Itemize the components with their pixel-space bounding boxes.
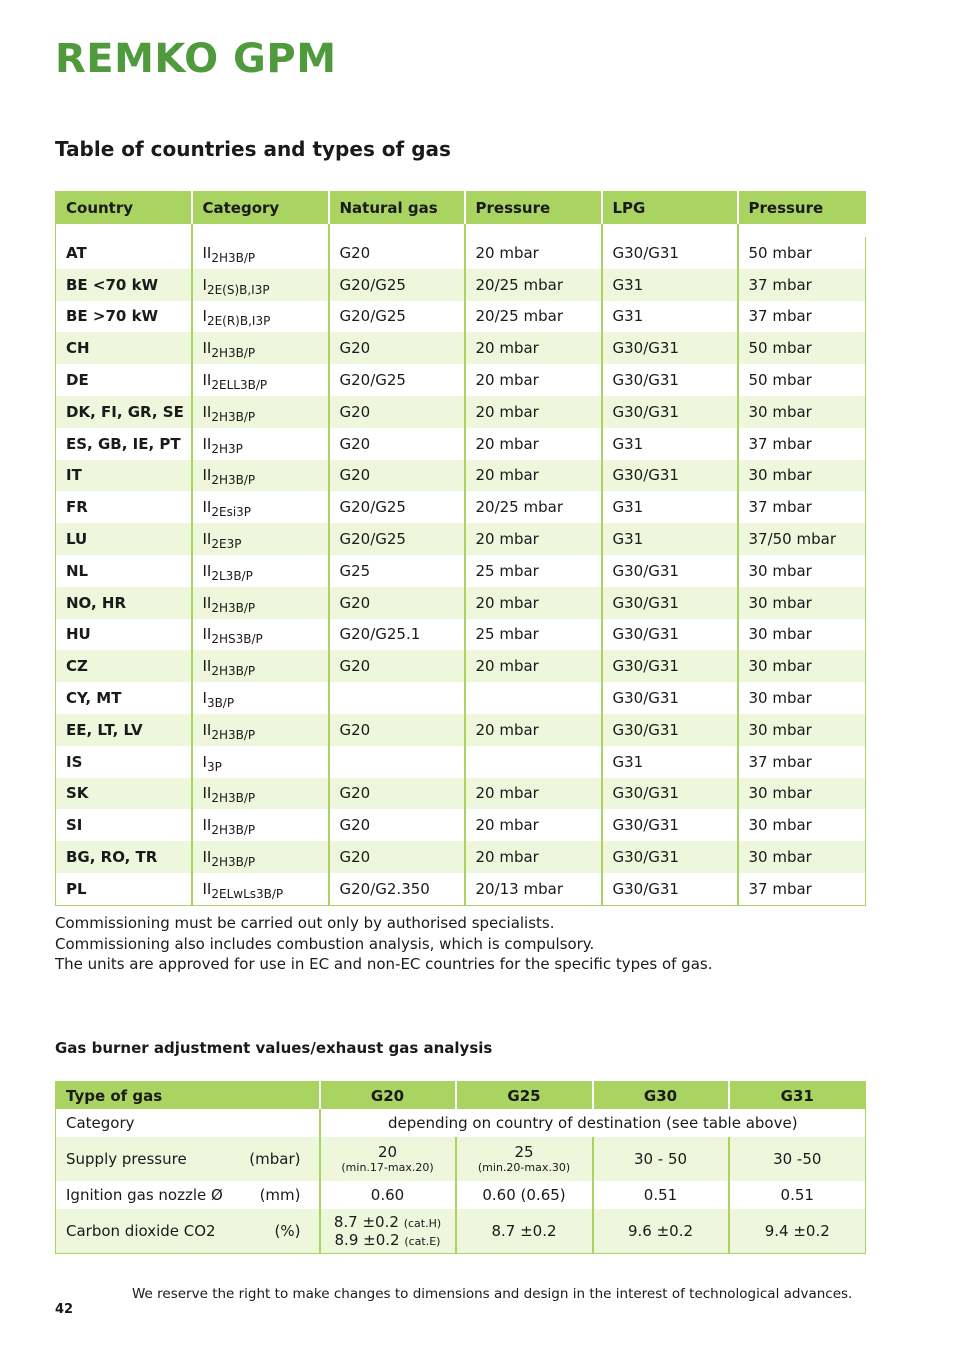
lpg-pressure-cell: 30 mbar [738,555,866,587]
pressure-cell: 20 mbar [465,396,602,428]
pressure-cell: 20 mbar [465,364,602,396]
supply-g31: 30 -50 [729,1137,866,1181]
table-row [56,682,866,714]
lpg-cell: G30/G31 [602,841,738,873]
table-spacer-row [56,224,866,237]
category-subscript: 2H3B/P [211,823,256,838]
category-cell [192,650,329,682]
category-cell [192,237,329,269]
table-row [56,396,866,428]
pressure-cell: 20 mbar [465,809,602,841]
header-pressure: Pressure [465,192,602,225]
category-main: II [202,657,212,676]
supply-g30: 30 - 50 [593,1137,729,1181]
table-row [56,364,866,396]
table-row [56,809,866,841]
lpg-pressure-cell: 30 mbar [738,809,866,841]
category-subscript: 2HS3B/P [211,632,263,647]
commissioning-notes [55,913,712,975]
country-cell: NO, HR [56,587,192,619]
natural-gas-cell: G20/G25 [329,523,465,555]
pressure-cell: 20 mbar [465,778,602,810]
natural-gas-cell: G20/G25.1 [329,619,465,651]
category-subscript: 2E(R)B,I3P [206,314,271,329]
category-main: II [202,402,212,421]
supply-pressure-cell [56,1137,320,1181]
category-main: II [202,434,212,453]
countries-gas-table [55,191,867,906]
lpg-cell: G30/G31 [602,714,738,746]
category-subscript: 2E(S)B,I3P [206,282,270,297]
table-row [56,650,866,682]
nozzle-unit: (mm) [259,1186,301,1204]
pressure-cell [465,746,602,778]
natural-gas-cell: G20 [329,428,465,460]
category-value: depending on country of destination (see table above) [320,1109,866,1137]
category-subscript: 3B/P [206,696,235,711]
header-g31: G31 [729,1082,866,1110]
pressure-cell: 20/25 mbar [465,491,602,523]
category-cell [192,396,329,428]
category-subscript: 3P [206,759,222,774]
table-row [56,269,866,301]
nozzle-g31: 0.51 [729,1181,866,1209]
category-cell [192,841,329,873]
country-cell: EE, LT, LV [56,714,192,746]
country-cell: CH [56,332,192,364]
lpg-cell: G30/G31 [602,237,738,269]
page-number: 42 [55,1302,74,1317]
supply-pressure-unit: (mbar) [249,1150,301,1168]
category-cell [192,301,329,333]
table-row [56,491,866,523]
lpg-pressure-cell: 37 mbar [738,491,866,523]
country-cell: SI [56,809,192,841]
category-cell [192,555,329,587]
natural-gas-cell [329,682,465,714]
natural-gas-cell: G20 [329,332,465,364]
lpg-cell: G31 [602,428,738,460]
lpg-pressure-cell: 30 mbar [738,841,866,873]
category-subscript: 2H3B/P [211,346,256,361]
header-category: Category [192,192,329,225]
table-row [56,714,866,746]
category-main: I [202,275,207,294]
country-cell: BE <70 kW [56,269,192,301]
section-title-burner: Gas burner adjustment values/exhaust gas analysis [55,1039,493,1057]
category-main: II [202,530,212,549]
table-header-row [56,192,866,225]
table-row [56,555,866,587]
category-main: I [202,752,207,771]
natural-gas-cell: G20 [329,650,465,682]
pressure-cell: 20 mbar [465,650,602,682]
lpg-cell: G30/G31 [602,396,738,428]
country-cell: CY, MT [56,682,192,714]
table-row [56,523,866,555]
category-main: II [202,816,212,835]
header-lpg-pressure: Pressure [738,192,866,225]
country-cell: ES, GB, IE, PT [56,428,192,460]
category-subscript: 2Esi3P [211,505,252,520]
lpg-pressure-cell: 30 mbar [738,460,866,492]
co2-g20-h-line [321,1213,455,1231]
category-subscript: 2H3B/P [211,600,256,615]
co2-g31: 9.4 ±0.2 [729,1209,866,1253]
country-cell: PL [56,873,192,905]
category-main: II [202,371,212,390]
supply-g20: 20 [377,1142,398,1161]
lpg-cell: G31 [602,491,738,523]
category-cell [192,714,329,746]
lpg-cell: G30/G31 [602,650,738,682]
country-cell: BG, RO, TR [56,841,192,873]
category-cell [192,619,329,651]
supply-g20-cell [320,1137,456,1181]
lpg-cell: G30/G31 [602,587,738,619]
co2-g20-e-note: (cat.E) [404,1234,441,1248]
category-main: II [202,784,212,803]
category-main: II [202,625,212,644]
category-cell [192,428,329,460]
natural-gas-cell: G20 [329,237,465,269]
table-row [56,746,866,778]
category-main: II [202,720,212,739]
co2-unit: (%) [274,1221,301,1240]
lpg-cell: G30/G31 [602,460,738,492]
supply-g25: 25 [514,1142,534,1161]
lpg-cell: G30/G31 [602,682,738,714]
category-subscript: 2L3B/P [211,568,253,583]
pressure-cell: 20/25 mbar [465,269,602,301]
lpg-cell: G31 [602,269,738,301]
natural-gas-cell: G20 [329,778,465,810]
lpg-pressure-cell: 37 mbar [738,873,866,905]
header-type-of-gas: Type of gas [56,1082,320,1110]
pressure-cell: 20 mbar [465,523,602,555]
lpg-pressure-cell: 50 mbar [738,364,866,396]
lpg-cell: G30/G31 [602,619,738,651]
country-cell: HU [56,619,192,651]
natural-gas-cell: G20/G2.350 [329,873,465,905]
nozzle-cell [56,1181,320,1209]
category-cell [192,809,329,841]
lpg-cell: G31 [602,746,738,778]
pressure-cell: 20 mbar [465,714,602,746]
category-main: I [202,689,207,708]
natural-gas-cell: G20/G25 [329,491,465,523]
natural-gas-cell: G20/G25 [329,269,465,301]
category-subscript: 2H3B/P [211,727,256,742]
category-label: Category [56,1109,320,1137]
lpg-cell: G30/G31 [602,873,738,905]
table-row [56,587,866,619]
category-cell [192,269,329,301]
table-header-row [56,1082,866,1110]
country-cell: NL [56,555,192,587]
header-country: Country [56,192,192,225]
note-line: Commissioning must be carried out only by authorised specialists. [55,914,555,932]
lpg-pressure-cell: 50 mbar [738,237,866,269]
note-line: Commissioning also includes combustion analysis, which is compulsory. [55,934,595,953]
nozzle-g25: 0.60 (0.65) [456,1181,593,1209]
co2-cell [56,1209,320,1253]
category-cell [192,682,329,714]
lpg-pressure-cell: 30 mbar [738,587,866,619]
natural-gas-cell: G20 [329,714,465,746]
category-cell [192,873,329,905]
table-row [56,301,866,333]
lpg-cell: G30/G31 [602,332,738,364]
pressure-cell: 20/25 mbar [465,301,602,333]
footer-note: We reserve the right to make changes to dimensions and design in the interest of technological advances. [132,1286,853,1302]
category-cell [192,364,329,396]
category-cell [192,587,329,619]
section-title-countries: Table of countries and types of gas [55,137,451,161]
co2-g20-h-note: (cat.H) [403,1216,442,1230]
co2-g20-e-line [321,1231,455,1249]
table-row [56,873,866,905]
category-main: II [202,593,212,612]
table-row [56,1137,866,1181]
co2-g25: 8.7 ±0.2 [456,1209,593,1253]
natural-gas-cell: G20 [329,587,465,619]
category-subscript: 2H3P [211,441,243,456]
category-main: II [202,243,212,262]
nozzle-g30: 0.51 [593,1181,729,1209]
category-subscript: 2ELwLs3B/P [211,886,284,901]
pressure-cell: 20/13 mbar [465,873,602,905]
table-row [56,237,866,269]
table-row [56,778,866,810]
lpg-pressure-cell: 30 mbar [738,682,866,714]
country-cell: DK, FI, GR, SE [56,396,192,428]
lpg-pressure-cell: 50 mbar [738,332,866,364]
category-cell [192,746,329,778]
category-cell [192,332,329,364]
pressure-cell: 20 mbar [465,332,602,364]
lpg-pressure-cell: 37 mbar [738,269,866,301]
co2-g20-cell [320,1209,456,1253]
lpg-pressure-cell: 37 mbar [738,746,866,778]
category-main: II [202,466,212,485]
category-main: II [202,339,212,358]
category-subscript: 2E3P [211,537,242,552]
co2-label: Carbon dioxide CO2 [66,1221,216,1240]
category-cell [192,491,329,523]
lpg-pressure-cell: 30 mbar [738,619,866,651]
category-cell [192,523,329,555]
category-subscript: 2H3B/P [211,473,256,488]
lpg-cell: G31 [602,301,738,333]
category-subscript: 2H3B/P [211,409,256,424]
pressure-cell: 25 mbar [465,555,602,587]
nozzle-g20: 0.60 [320,1181,456,1209]
category-main: II [202,498,212,517]
natural-gas-cell: G20/G25 [329,301,465,333]
supply-g20-range: (min.17-max.20) [341,1160,434,1174]
lpg-pressure-cell: 30 mbar [738,778,866,810]
lpg-cell: G30/G31 [602,809,738,841]
burner-adjustment-table [55,1081,866,1254]
natural-gas-cell: G20 [329,841,465,873]
co2-g30: 9.6 ±0.2 [593,1209,729,1253]
category-cell [192,460,329,492]
natural-gas-cell [329,746,465,778]
table-row [56,332,866,364]
category-subscript: 2H3B/P [211,855,256,870]
lpg-pressure-cell: 37/50 mbar [738,523,866,555]
header-g20: G20 [320,1082,456,1110]
natural-gas-cell: G20 [329,460,465,492]
lpg-pressure-cell: 30 mbar [738,714,866,746]
natural-gas-cell: G20/G25 [329,364,465,396]
lpg-cell: G31 [602,523,738,555]
lpg-pressure-cell: 37 mbar [738,301,866,333]
table-row [56,428,866,460]
lpg-pressure-cell: 30 mbar [738,396,866,428]
country-cell: CZ [56,650,192,682]
nozzle-label: Ignition gas nozzle Ø [66,1186,223,1204]
table-row [56,1109,866,1137]
category-subscript: 2H3B/P [211,791,256,806]
lpg-cell: G30/G31 [602,778,738,810]
supply-pressure-label: Supply pressure [66,1150,187,1168]
pressure-cell: 25 mbar [465,619,602,651]
lpg-cell: G30/G31 [602,555,738,587]
category-main: I [202,307,207,326]
header-natural-gas: Natural gas [329,192,465,225]
table-row [56,460,866,492]
country-cell: IT [56,460,192,492]
natural-gas-cell: G25 [329,555,465,587]
category-main: II [202,879,212,898]
country-cell: LU [56,523,192,555]
header-g25: G25 [456,1082,593,1110]
country-cell: BE >70 kW [56,301,192,333]
co2-g20-h: 8.7 ±0.2 [333,1212,399,1231]
table-row [56,1209,866,1253]
co2-g20-e: 8.9 ±0.2 [334,1230,400,1249]
country-cell: IS [56,746,192,778]
category-subscript: 2H3B/P [211,250,256,265]
page-title: REMKO GPM [55,36,337,82]
natural-gas-cell: G20 [329,809,465,841]
category-main: II [202,848,212,867]
pressure-cell [465,682,602,714]
natural-gas-cell: G20 [329,396,465,428]
lpg-pressure-cell: 37 mbar [738,428,866,460]
country-cell: DE [56,364,192,396]
country-cell: FR [56,491,192,523]
supply-g25-range: (min.20-max.30) [477,1160,571,1174]
category-subscript: 2ELL3B/P [211,378,268,393]
note-line: The units are approved for use in EC and non-EC countries for the specific types of gas. [55,955,713,973]
supply-g25-cell [456,1137,593,1181]
category-subscript: 2H3B/P [211,664,256,679]
pressure-cell: 20 mbar [465,841,602,873]
category-cell [192,778,329,810]
pressure-cell: 20 mbar [465,237,602,269]
pressure-cell: 20 mbar [465,460,602,492]
lpg-pressure-cell: 30 mbar [738,650,866,682]
country-cell: SK [56,778,192,810]
table-row [56,841,866,873]
category-main: II [202,561,212,580]
pressure-cell: 20 mbar [465,587,602,619]
table-row [56,619,866,651]
header-g30: G30 [593,1082,729,1110]
table-row [56,1181,866,1209]
country-cell: AT [56,237,192,269]
header-lpg: LPG [602,192,738,225]
lpg-cell: G30/G31 [602,364,738,396]
pressure-cell: 20 mbar [465,428,602,460]
